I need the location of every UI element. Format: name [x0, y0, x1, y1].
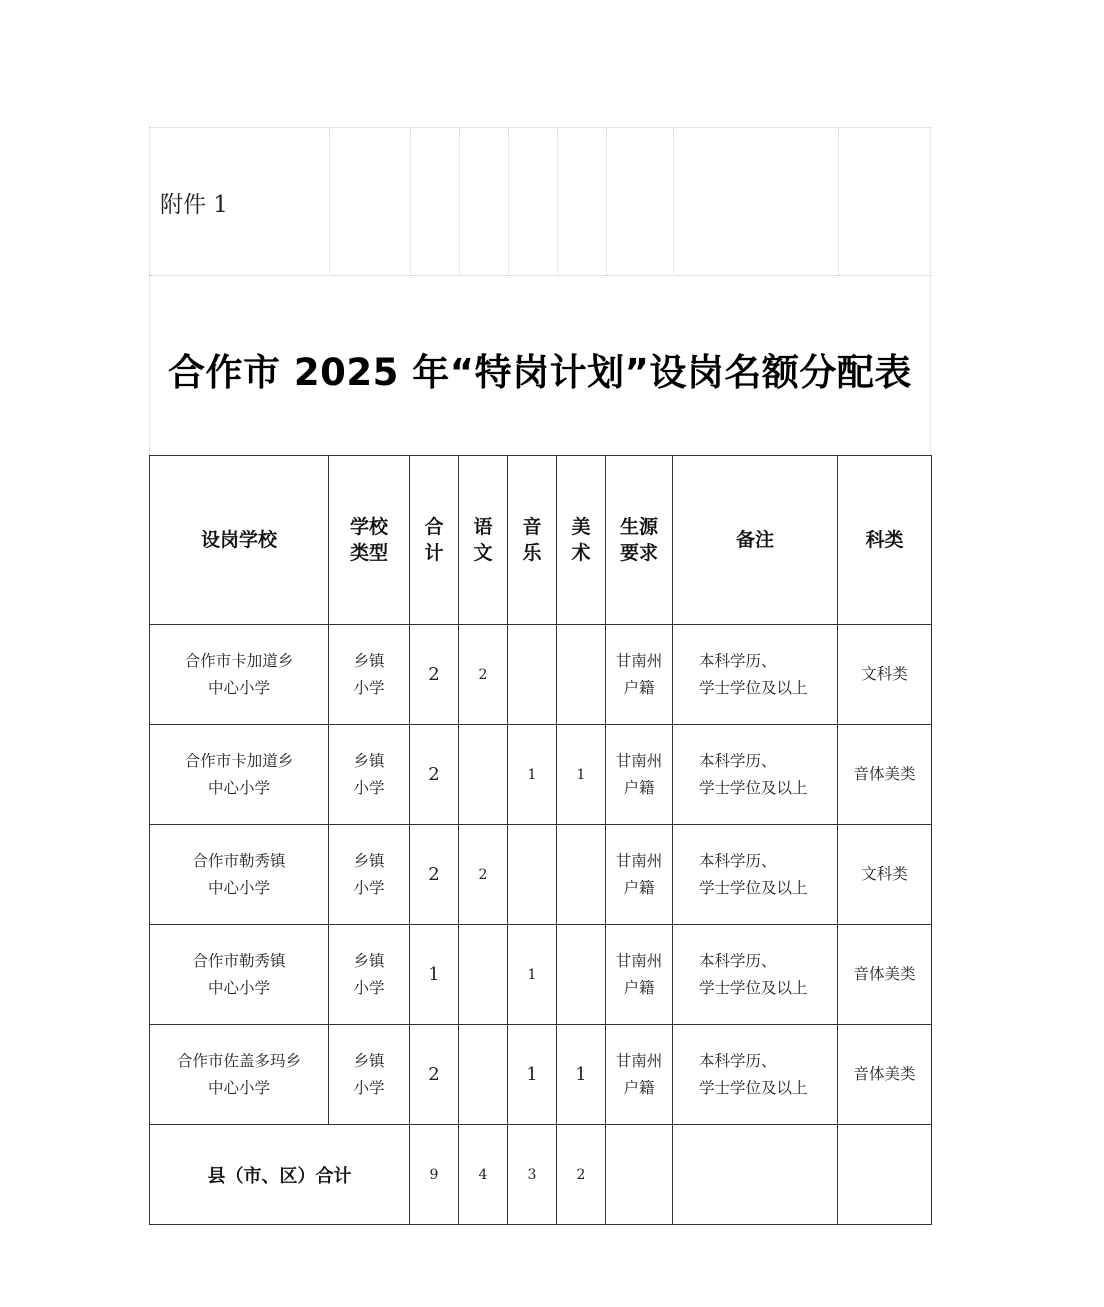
header-remark: 备注 [673, 456, 838, 625]
school-cell: 合作市佐盖多玛乡 中心小学 [150, 1025, 329, 1125]
table-row [150, 1025, 932, 1125]
school-cell: 合作市勒秀镇 中心小学 [150, 825, 329, 925]
table-row [150, 825, 932, 925]
table-header-row [150, 456, 932, 625]
school-cell: 合作市卡加道乡 中心小学 [150, 625, 329, 725]
totals-source-empty [606, 1125, 673, 1225]
music-cell: 1 [508, 725, 557, 825]
source-cell: 甘南州 户籍 [606, 625, 673, 725]
header-art: 美 术 [557, 456, 606, 625]
header-area [149, 127, 931, 455]
header-total: 合 计 [410, 456, 459, 625]
chinese-cell [459, 1025, 508, 1125]
school-cell: 合作市卡加道乡 中心小学 [150, 725, 329, 825]
total-cell: 2 [410, 1025, 459, 1125]
grid-line [459, 128, 460, 276]
total-cell: 1 [410, 925, 459, 1025]
grid-line [410, 128, 411, 276]
document-sheet [149, 127, 931, 455]
totals-label: 县（市、区）合计 [150, 1125, 410, 1225]
table-row [150, 925, 932, 1025]
category-cell: 文科类 [838, 625, 932, 725]
type-cell: 乡镇 小学 [329, 925, 410, 1025]
total-cell: 2 [410, 825, 459, 925]
art-cell [557, 925, 606, 1025]
music-cell [508, 625, 557, 725]
remark-cell: 本科学历、 学士学位及以上 [673, 725, 838, 825]
table-row [150, 625, 932, 725]
music-cell: 1 [508, 1025, 557, 1125]
allocation-table [149, 455, 932, 1225]
category-cell: 音体美类 [838, 725, 932, 825]
total-cell: 2 [410, 625, 459, 725]
header-source: 生源 要求 [606, 456, 673, 625]
header-music: 音 乐 [508, 456, 557, 625]
music-cell [508, 825, 557, 925]
chinese-cell [459, 925, 508, 1025]
chinese-cell: 2 [459, 825, 508, 925]
header-category: 科类 [838, 456, 932, 625]
header-school-type: 学校 类型 [329, 456, 410, 625]
remark-cell: 本科学历、 学士学位及以上 [673, 825, 838, 925]
category-cell: 文科类 [838, 825, 932, 925]
source-cell: 甘南州 户籍 [606, 1025, 673, 1125]
page-title: 合作市 2025 年“特岗计划”设岗名额分配表 [168, 351, 912, 394]
category-cell: 音体美类 [838, 925, 932, 1025]
chinese-cell [459, 725, 508, 825]
total-cell: 2 [410, 725, 459, 825]
totals-chinese: 4 [459, 1125, 508, 1225]
totals-music: 3 [508, 1125, 557, 1225]
totals-category-empty [838, 1125, 932, 1225]
music-cell: 1 [508, 925, 557, 1025]
totals-row [150, 1125, 932, 1225]
chinese-cell: 2 [459, 625, 508, 725]
source-cell: 甘南州 户籍 [606, 725, 673, 825]
category-cell: 音体美类 [838, 1025, 932, 1125]
header-chinese: 语 文 [459, 456, 508, 625]
school-cell: 合作市勒秀镇 中心小学 [150, 925, 329, 1025]
art-cell: 1 [557, 1025, 606, 1125]
table-row [150, 725, 932, 825]
remark-cell: 本科学历、 学士学位及以上 [673, 925, 838, 1025]
art-cell: 1 [557, 725, 606, 825]
grid-line [673, 128, 674, 276]
type-cell: 乡镇 小学 [329, 1025, 410, 1125]
remark-cell: 本科学历、 学士学位及以上 [673, 625, 838, 725]
grid-line [557, 128, 558, 276]
totals-remark-empty [673, 1125, 838, 1225]
totals-total: 9 [410, 1125, 459, 1225]
grid-line [329, 128, 330, 276]
header-school: 设岗学校 [150, 456, 329, 625]
type-cell: 乡镇 小学 [329, 625, 410, 725]
grid-line [838, 128, 839, 276]
grid-line [606, 128, 607, 276]
spreadsheet-grid-top [149, 127, 931, 275]
remark-cell: 本科学历、 学士学位及以上 [673, 1025, 838, 1125]
art-cell [557, 625, 606, 725]
source-cell: 甘南州 户籍 [606, 825, 673, 925]
type-cell: 乡镇 小学 [329, 725, 410, 825]
type-cell: 乡镇 小学 [329, 825, 410, 925]
attachment-label: 附件 1 [160, 192, 228, 218]
grid-line [508, 128, 509, 276]
source-cell: 甘南州 户籍 [606, 925, 673, 1025]
art-cell [557, 825, 606, 925]
totals-art: 2 [557, 1125, 606, 1225]
